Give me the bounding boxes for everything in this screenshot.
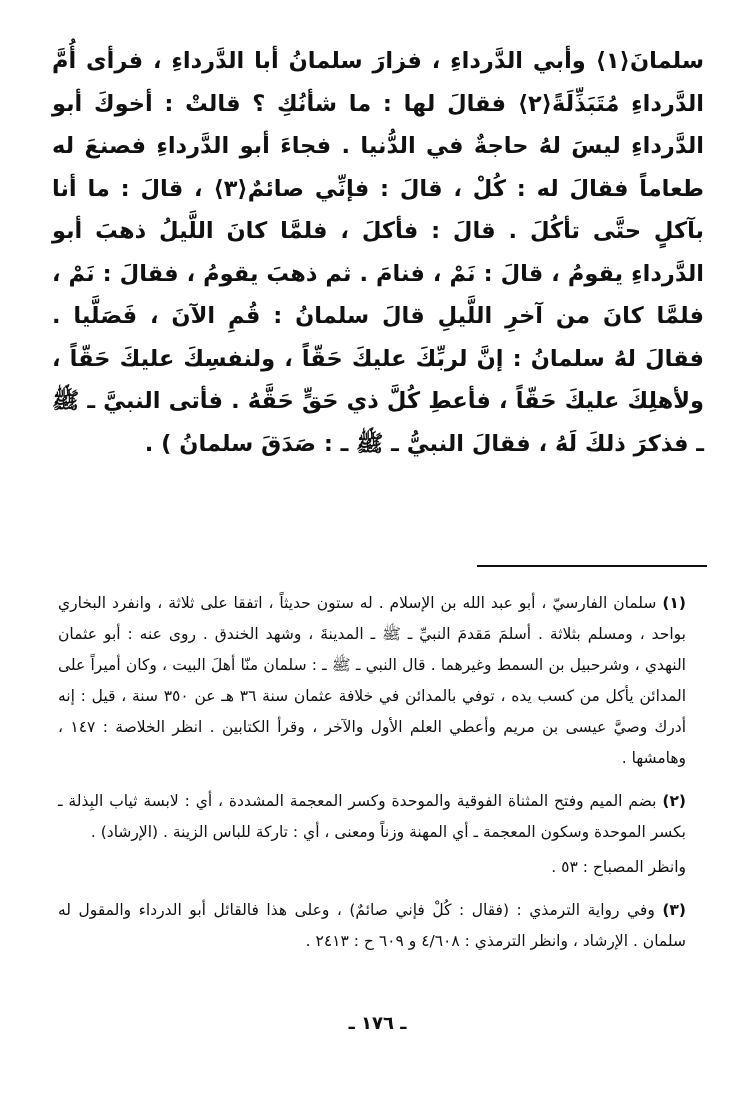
footnote-1-text: سلمان الفارسيّ ، أبو عبد الله بن الإسلام . له ستون حديثاً ، اتفقا على ثلاثة ، وانفرد البخاري بواحد ، ومسلم بثلاثة . أسلمَ مَقدمَ النبيِّ ـ ﷺ ـ المدينةَ ، وشهد الخندق . روى عنه : أبو عثمان النهدي ، وشرحبيل بن السمط وغيرهما . قال النبي ـ ﷺ ـ : سلمان منّا أهلَ البيت ، وكان أميراً على المدائن يأكل من كسب يده ، توفي بالمدائن في خلافة عثمان سنة ٣٦ هـ عن ٣٥٠ سنة ، قيل : إنه أدرك وصيَّ عيسى بن مريم وأعطي العلم الأول والآخر ، وقرأ الكتابين . انظر الخلاصة : ١٤٧ ، وهامشها . [58,594,687,767]
footnote-2-line-2: وانظر المصباح : ٥٣ . [551,858,686,876]
footnote-separator [477,565,707,567]
footnote-3-number: (٣) [662,901,686,919]
footnote-3-line-1 [58,895,686,957]
footnote-1-number: (١) [662,594,686,612]
footnote-3 [58,895,686,957]
footnote-1 [58,588,686,774]
footnote-3-text: وفي رواية الترمذي : (فقال : كُلْ فإني صائمٌ) ، وعلى هذا فالقائل أبو الدرداء والمقول له سلمان . الإرشاد ، وانظر الترمذي : ٤/٦٠٨ و ٦٠٩ ح : ٢٤١٣ . [58,901,686,950]
main-paragraph: سلمانَ⟨١⟩ وأبي الدَّرداءِ ، فزارَ سلمانُ أبا الدَّرداءِ ، فرأى أُمَّ الدَّرداءِ مُتَبَذِّلَةً⟨٢⟩ فقالَ لها : ما شأنُكِ ؟ قالتْ : أخوكَ أبو الدَّرداءِ ليسَ لهُ حاجةٌ في الدُّنيا . فجاءَ أبو الدَّرداءِ فصنعَ له طعاماً فقالَ له : كُلْ ، قالَ : فإنِّي صائمٌ⟨٣⟩ ، قالَ : ما أنا بآكلٍ حتَّى تأكُلَ . قالَ : فأكلَ ، فلمَّا كانَ اللَّيلُ ذهبَ أبو الدَّرداءِ يقومُ ، قالَ : نَمْ ، فنامَ . ثم ذهبَ يقومُ ، فقالَ : نَمْ ، فلمَّا كانَ من آخرِ اللَّيلِ قالَ سلمانُ : قُمِ الآنَ ، فَصَلَّيا . فقالَ لهُ سلمانُ : إنَّ لربِّكَ عليكَ حَقّاً ، ولنفسِكَ عليكَ حَقّاً ، ولأهلِكَ عليكَ حَقّاً ، فأعطِ كُلَّ ذي حَقٍّ حَقَّهُ . فأتى النبيَّ ـ ﷺ ـ فذكرَ ذلكَ لَهُ ، فقالَ النبيُّ ـ ﷺ ـ : صَدَقَ سلمانُ ) . [52,48,704,457]
page-number: ـ ١٧٦ ـ [348,1013,407,1034]
footnote-2-text: بضم الميم وفتح المثناة الفوقية والموحدة وكسر المعجمة المشددة ، أي : لابسة ثياب البِذلة ـ بكسر الموحدة وسكون المعجمة ـ أي المهنة وزناً ومعنى ، أي : تاركة للباس الزينة . (الإرشاد) . [58,792,686,841]
footnote-1-line-1 [58,588,686,774]
footnotes [58,588,686,969]
footnote-2 [58,786,686,883]
footnote-2-line-1 [58,786,686,848]
main-text [52,40,704,465]
footnote-2-number: (٢) [662,792,686,810]
